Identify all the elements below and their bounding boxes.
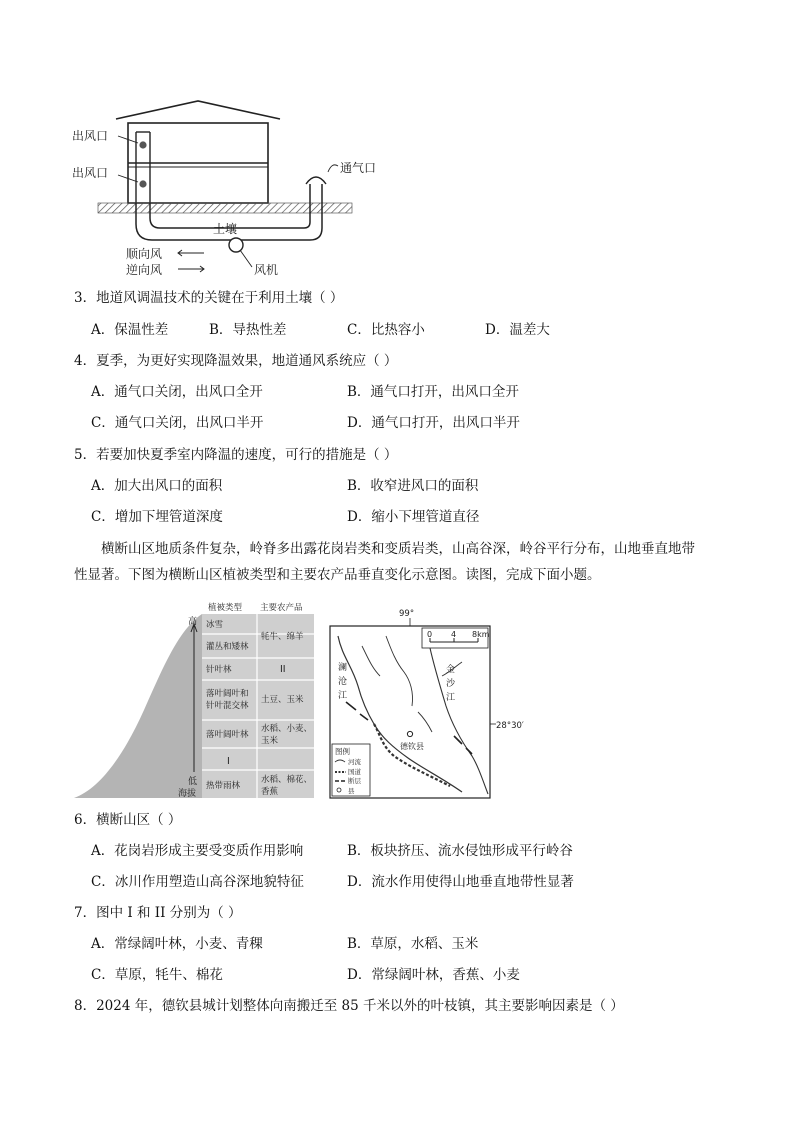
question-3: 3．地道风调温技术的关键在于利用土壤（ ） bbox=[74, 290, 344, 306]
lancang-char-3: 江 bbox=[338, 691, 348, 701]
veg-shrub: 灌丛和矮林 bbox=[206, 642, 249, 652]
prod-II: II bbox=[280, 664, 286, 675]
q4-option-c[interactable]: C．通气口关闭，出风口半开 bbox=[91, 415, 264, 431]
mountain-silhouette bbox=[74, 614, 202, 798]
q4-option-d[interactable]: D．通气口打开，出风口半开 bbox=[347, 415, 520, 431]
county-marker bbox=[407, 731, 412, 736]
veg-I: I bbox=[227, 756, 230, 767]
q5-option-c[interactable]: C．增加下埋管道深度 bbox=[91, 509, 223, 525]
vent-cap bbox=[306, 177, 326, 184]
question-8: 8．2024 年，德钦县城计划整体向南搬迁至 85 千米以外的叶枝镇，其主要影响因素是（ ） bbox=[74, 998, 624, 1014]
legend-river: 河流 bbox=[348, 758, 361, 766]
jinsha-char-1: 金 bbox=[446, 665, 456, 675]
county-label: 德钦县 bbox=[400, 742, 424, 751]
legend-road: 国道 bbox=[348, 768, 361, 776]
prod-yak-sheep: 牦牛、绵羊 bbox=[261, 632, 304, 642]
prod-rice-wheat-corn-line2: 玉米 bbox=[261, 736, 279, 746]
deqin-map bbox=[322, 606, 542, 802]
veg-mixed-line2: 针叶混交林 bbox=[206, 701, 249, 711]
question-7: 7．图中 I 和 II 分别为（ ） bbox=[74, 905, 242, 921]
axis-elevation: 海拔 bbox=[178, 789, 197, 799]
q6-option-d[interactable]: D．流水作用使得山地垂直地带性显著 bbox=[347, 874, 574, 890]
lancang-char-1: 澜 bbox=[338, 663, 348, 673]
passage-line-2: 性显著。下图为横断山区植被类型和主要农产品垂直变化示意图。读图，完成下面小题。 bbox=[74, 567, 601, 583]
q6-option-a[interactable]: A．花岗岩形成主要受变质作用影响 bbox=[91, 843, 304, 859]
reverse-wind-label: 逆向风 bbox=[126, 263, 163, 277]
q7-option-d[interactable]: D．常绿阔叶林，香蕉、小麦 bbox=[347, 967, 520, 983]
outlet-dot-top bbox=[139, 141, 146, 148]
question-5: 5．若要加快夏季室内降温的速度，可行的措施是（ ） bbox=[74, 447, 398, 463]
question-4: 4．夏季，为更好实现降温效果，地道通风系统应（ ） bbox=[74, 353, 398, 369]
soil-label: 土壤 bbox=[213, 222, 238, 236]
prod-potato-corn: 土豆、玉米 bbox=[261, 695, 304, 705]
legend-county: 县 bbox=[348, 787, 355, 795]
q4-option-a[interactable]: A．通气口关闭，出风口全开 bbox=[91, 384, 263, 400]
q4-option-b[interactable]: B．通气口打开，出风口全开 bbox=[347, 384, 519, 400]
prod-rice-cotton-banana-line1: 水稻、棉花、 bbox=[261, 775, 313, 785]
jinsha-char-2: 沙 bbox=[446, 679, 456, 689]
q3-option-c[interactable]: C．比热容小 bbox=[347, 322, 425, 338]
q5-option-a[interactable]: A．加大出风口的面积 bbox=[91, 478, 223, 494]
veg-conifer: 针叶林 bbox=[206, 665, 232, 675]
q7-option-c[interactable]: C．草原，牦牛、棉花 bbox=[91, 967, 223, 983]
q5-option-d[interactable]: D．缩小下埋管道直径 bbox=[347, 509, 480, 525]
legend-title: 图例 bbox=[335, 747, 350, 756]
axis-low: 低 bbox=[188, 777, 198, 787]
passage bbox=[74, 536, 724, 588]
q3-option-a[interactable]: A．保温性差 bbox=[91, 322, 169, 338]
scale-4: 4 bbox=[451, 630, 457, 639]
question-6: 6．横断山区（ ） bbox=[74, 812, 182, 828]
legend-fault: 断层 bbox=[348, 777, 361, 785]
prod-rice-cotton-banana-line2: 香蕉 bbox=[261, 787, 279, 797]
jinsha-char-3: 江 bbox=[446, 693, 456, 703]
q5-option-b[interactable]: B．收窄进风口的面积 bbox=[347, 478, 479, 494]
scale-8: 8km bbox=[472, 630, 490, 639]
q3-option-d[interactable]: D．温差大 bbox=[485, 322, 550, 338]
q7-option-b[interactable]: B．草原，水稻、玉米 bbox=[347, 936, 479, 952]
veg-mixed-line1: 落叶阔叶和 bbox=[206, 689, 249, 699]
passage-line-1: 横断山区地质条件复杂，岭脊多出露花岗岩类和变质岩类，山高谷深，岭谷平行分布，山地垂直地带 bbox=[101, 541, 695, 557]
veg-rainforest: 热带雨林 bbox=[206, 781, 241, 791]
axis-high: 高 bbox=[188, 617, 198, 627]
q6-option-b[interactable]: B．板块挤压、流水侵蚀形成平行岭谷 bbox=[347, 843, 573, 859]
ventilation-diagram bbox=[70, 92, 377, 284]
scale-0: 0 bbox=[427, 630, 433, 639]
prod-rice-wheat-corn-line1: 水稻、小麦、 bbox=[261, 724, 313, 734]
house-roof bbox=[116, 101, 280, 119]
col-header-vegetation: 植被类型 bbox=[208, 603, 243, 613]
vegetation-zonation-diagram bbox=[74, 600, 316, 800]
fan-label: 风机 bbox=[254, 263, 279, 277]
fan-circle bbox=[229, 238, 243, 252]
q3-option-b[interactable]: B．导热性差 bbox=[209, 322, 287, 338]
q7-option-a[interactable]: A．常绿阔叶林，小麦、青稞 bbox=[91, 936, 263, 952]
q6-option-c[interactable]: C．冰川作用塑造山高谷深地貌特征 bbox=[91, 874, 304, 890]
longitude-label: 99° bbox=[399, 609, 415, 619]
lancang-char-2: 沧 bbox=[338, 677, 348, 687]
forward-wind-label: 顺向风 bbox=[126, 247, 163, 261]
outlet-label-top: 出风口 bbox=[72, 129, 109, 143]
outlet-label-bottom: 出风口 bbox=[72, 166, 109, 180]
veg-ice-snow: 冰雪 bbox=[206, 620, 224, 630]
veg-deciduous: 落叶阔叶林 bbox=[206, 730, 249, 740]
latitude-label: 28°30′ bbox=[496, 721, 524, 731]
col-header-products: 主要农产品 bbox=[260, 603, 303, 613]
outlet-dot-bottom bbox=[139, 180, 146, 187]
vent-label: 通气口 bbox=[340, 161, 377, 175]
